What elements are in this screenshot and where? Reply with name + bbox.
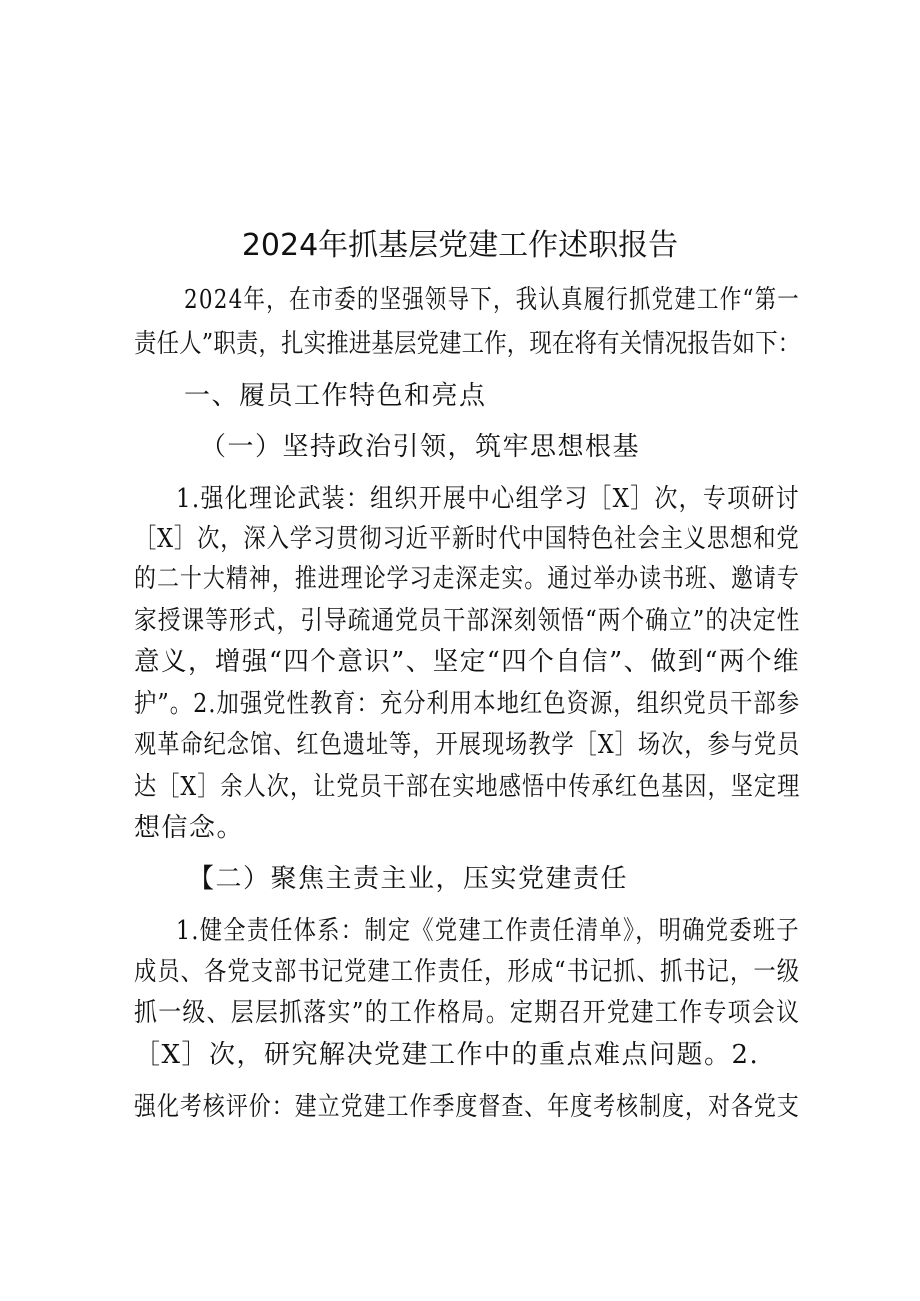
paragraph-line: 的二十大精神，推进理论学习走深走实。通过举办读书班、邀请专 [134,564,800,594]
paragraph-line: ［X］次，深入学习贯彻习近平新时代中国特色社会主义思想和党 [134,524,800,554]
section-heading: 一、履员工作特色和亮点 [184,381,487,411]
paragraph-line: 成员、各党支部书记党建工作责任，形成“书记抓、抓书记，一级 [134,957,801,987]
paragraph-line: 想信念。 [134,813,245,843]
subsection-heading: 【二）聚焦主责主业，压实党建责任 [188,864,629,894]
paragraph-line: 2024年，在市委的坚强领导下，我认真履行抓党建工作“第一 [184,285,800,315]
paragraph-line: 1.健全责任体系：制定《党建工作责任清单》，明确党委班子 [176,916,800,946]
paragraph-line: 观革命纪念馆、红色遗址等，开展现场教学［X］场次，参与党员 [134,730,801,760]
paragraph-line: 护”。2.加强党性教育：充分利用本地红色资源，组织党员干部参 [134,689,801,719]
document-title: 2024年抓基层党建工作述职报告 [241,228,679,263]
paragraph-line: 责任人”职责，扎实推进基层党建工作，现在将有关情况报告如下： [134,329,801,359]
paragraph-line: 1.强化理论武装：组织开展中心组学习［X］次，专项研讨 [176,484,800,514]
paragraph-line: 达［X］余人次，让党员干部在实地感悟中传承红色基因，坚定理 [134,772,801,802]
paragraph-line: 强化考核评价：建立党建工作季度督查、年度考核制度，对各党支 [134,1092,800,1122]
paragraph-line: 抓一级、层层抓落实”的工作格局。定期召开党建工作专项会议 [134,998,801,1028]
paragraph-line: ［X］次，研究解决党建工作中的重点难点问题。2. [134,1040,760,1070]
paragraph-line: 家授课等形式，引导疏通党员干部深刻领悟“两个确立”的决定性 [134,606,801,636]
paragraph-line: 意义，增强“四个意识”、坚定“四个自信”、做到“两个维 [134,647,801,677]
subsection-heading: （一）坚持政治引领，筑牢思想根基 [200,432,641,462]
